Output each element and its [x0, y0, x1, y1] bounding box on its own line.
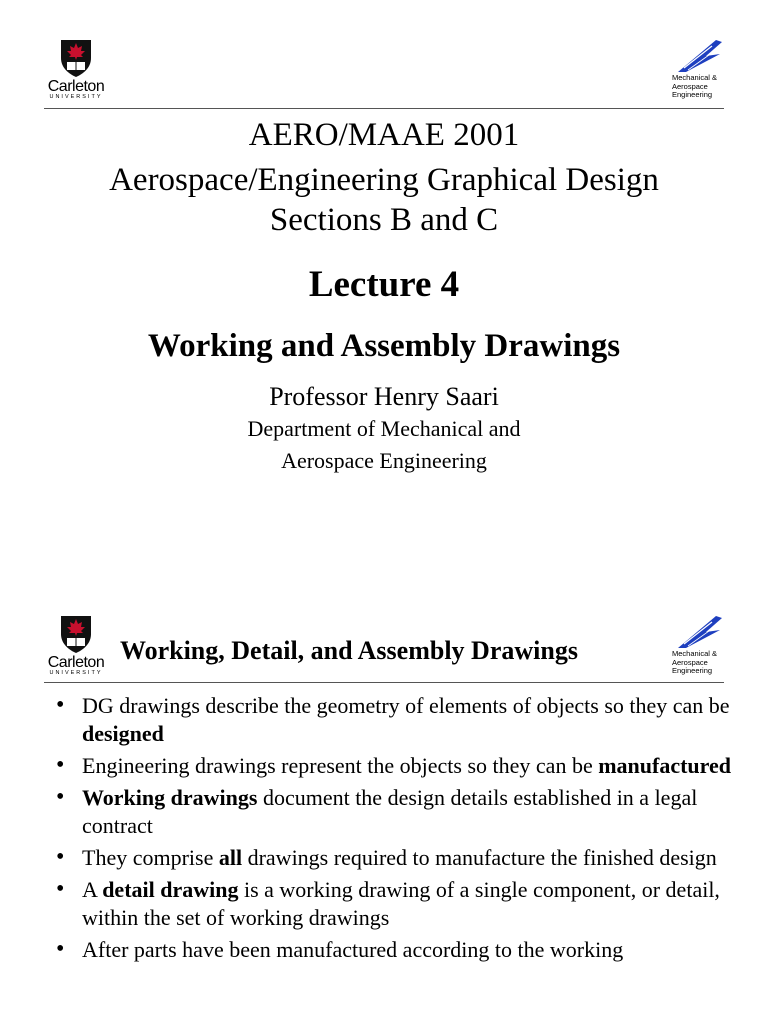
maae-logo — [672, 614, 732, 676]
carleton-wordmark: Carleton — [47, 78, 105, 95]
maae-line-3: Engineering — [672, 666, 713, 675]
bullet-item: • Working drawings document the design details established in a legal contract — [56, 784, 736, 840]
carleton-shield-icon — [59, 614, 93, 654]
maae-wing-icon — [676, 38, 724, 74]
bullet-item: • DG drawings describe the geometry of elements of objects so they can be designed — [56, 692, 736, 748]
carleton-logo — [44, 614, 108, 677]
carleton-subtitle: UNIVERSITY — [49, 94, 103, 100]
lecture-number: Lecture 4 — [308, 264, 460, 305]
maae-line-1: Mechanical & — [672, 73, 718, 82]
course-sections: Sections B and C — [269, 202, 499, 238]
course-title: Aerospace/Engineering Graphical Design — [109, 162, 659, 198]
carleton-shield-icon — [59, 38, 93, 78]
maae-wing-icon — [676, 614, 724, 650]
course-code: AERO/MAAE 2001 — [248, 117, 520, 153]
lecture-topic: Working and Assembly Drawings — [147, 328, 621, 364]
content-slide — [0, 600, 768, 1024]
maae-line-2: Aerospace — [672, 657, 708, 667]
bullet-item: • A detail drawing is a working drawing of a single component, or detail, within the set of working drawings — [56, 876, 736, 932]
carleton-subtitle: UNIVERSITY — [49, 670, 103, 676]
professor-name: Professor Henry Saari — [269, 382, 499, 411]
carleton-wordmark: Carleton — [47, 654, 105, 671]
maae-line-1: Mechanical & — [672, 649, 718, 658]
maae-logo — [672, 38, 732, 100]
bullet-item: • After parts have been manufactured according to the working — [56, 936, 736, 964]
slide-title: Working, Detail, and Assembly Drawings — [120, 636, 578, 665]
header-divider — [44, 108, 724, 109]
bullet-list — [56, 692, 736, 968]
carleton-logo — [44, 38, 108, 101]
bullet-item: • Engineering drawings represent the objects so they can be manufactured — [56, 752, 736, 780]
header-divider — [44, 682, 724, 683]
maae-line-2: Aerospace — [672, 81, 708, 91]
department-line-1: Department of Mechanical and — [247, 416, 521, 441]
bullet-item: • They comprise all drawings required to manufacture the finished design — [56, 844, 736, 872]
maae-line-3: Engineering — [672, 90, 713, 99]
department-line-2: Aerospace Engineering — [281, 448, 487, 473]
